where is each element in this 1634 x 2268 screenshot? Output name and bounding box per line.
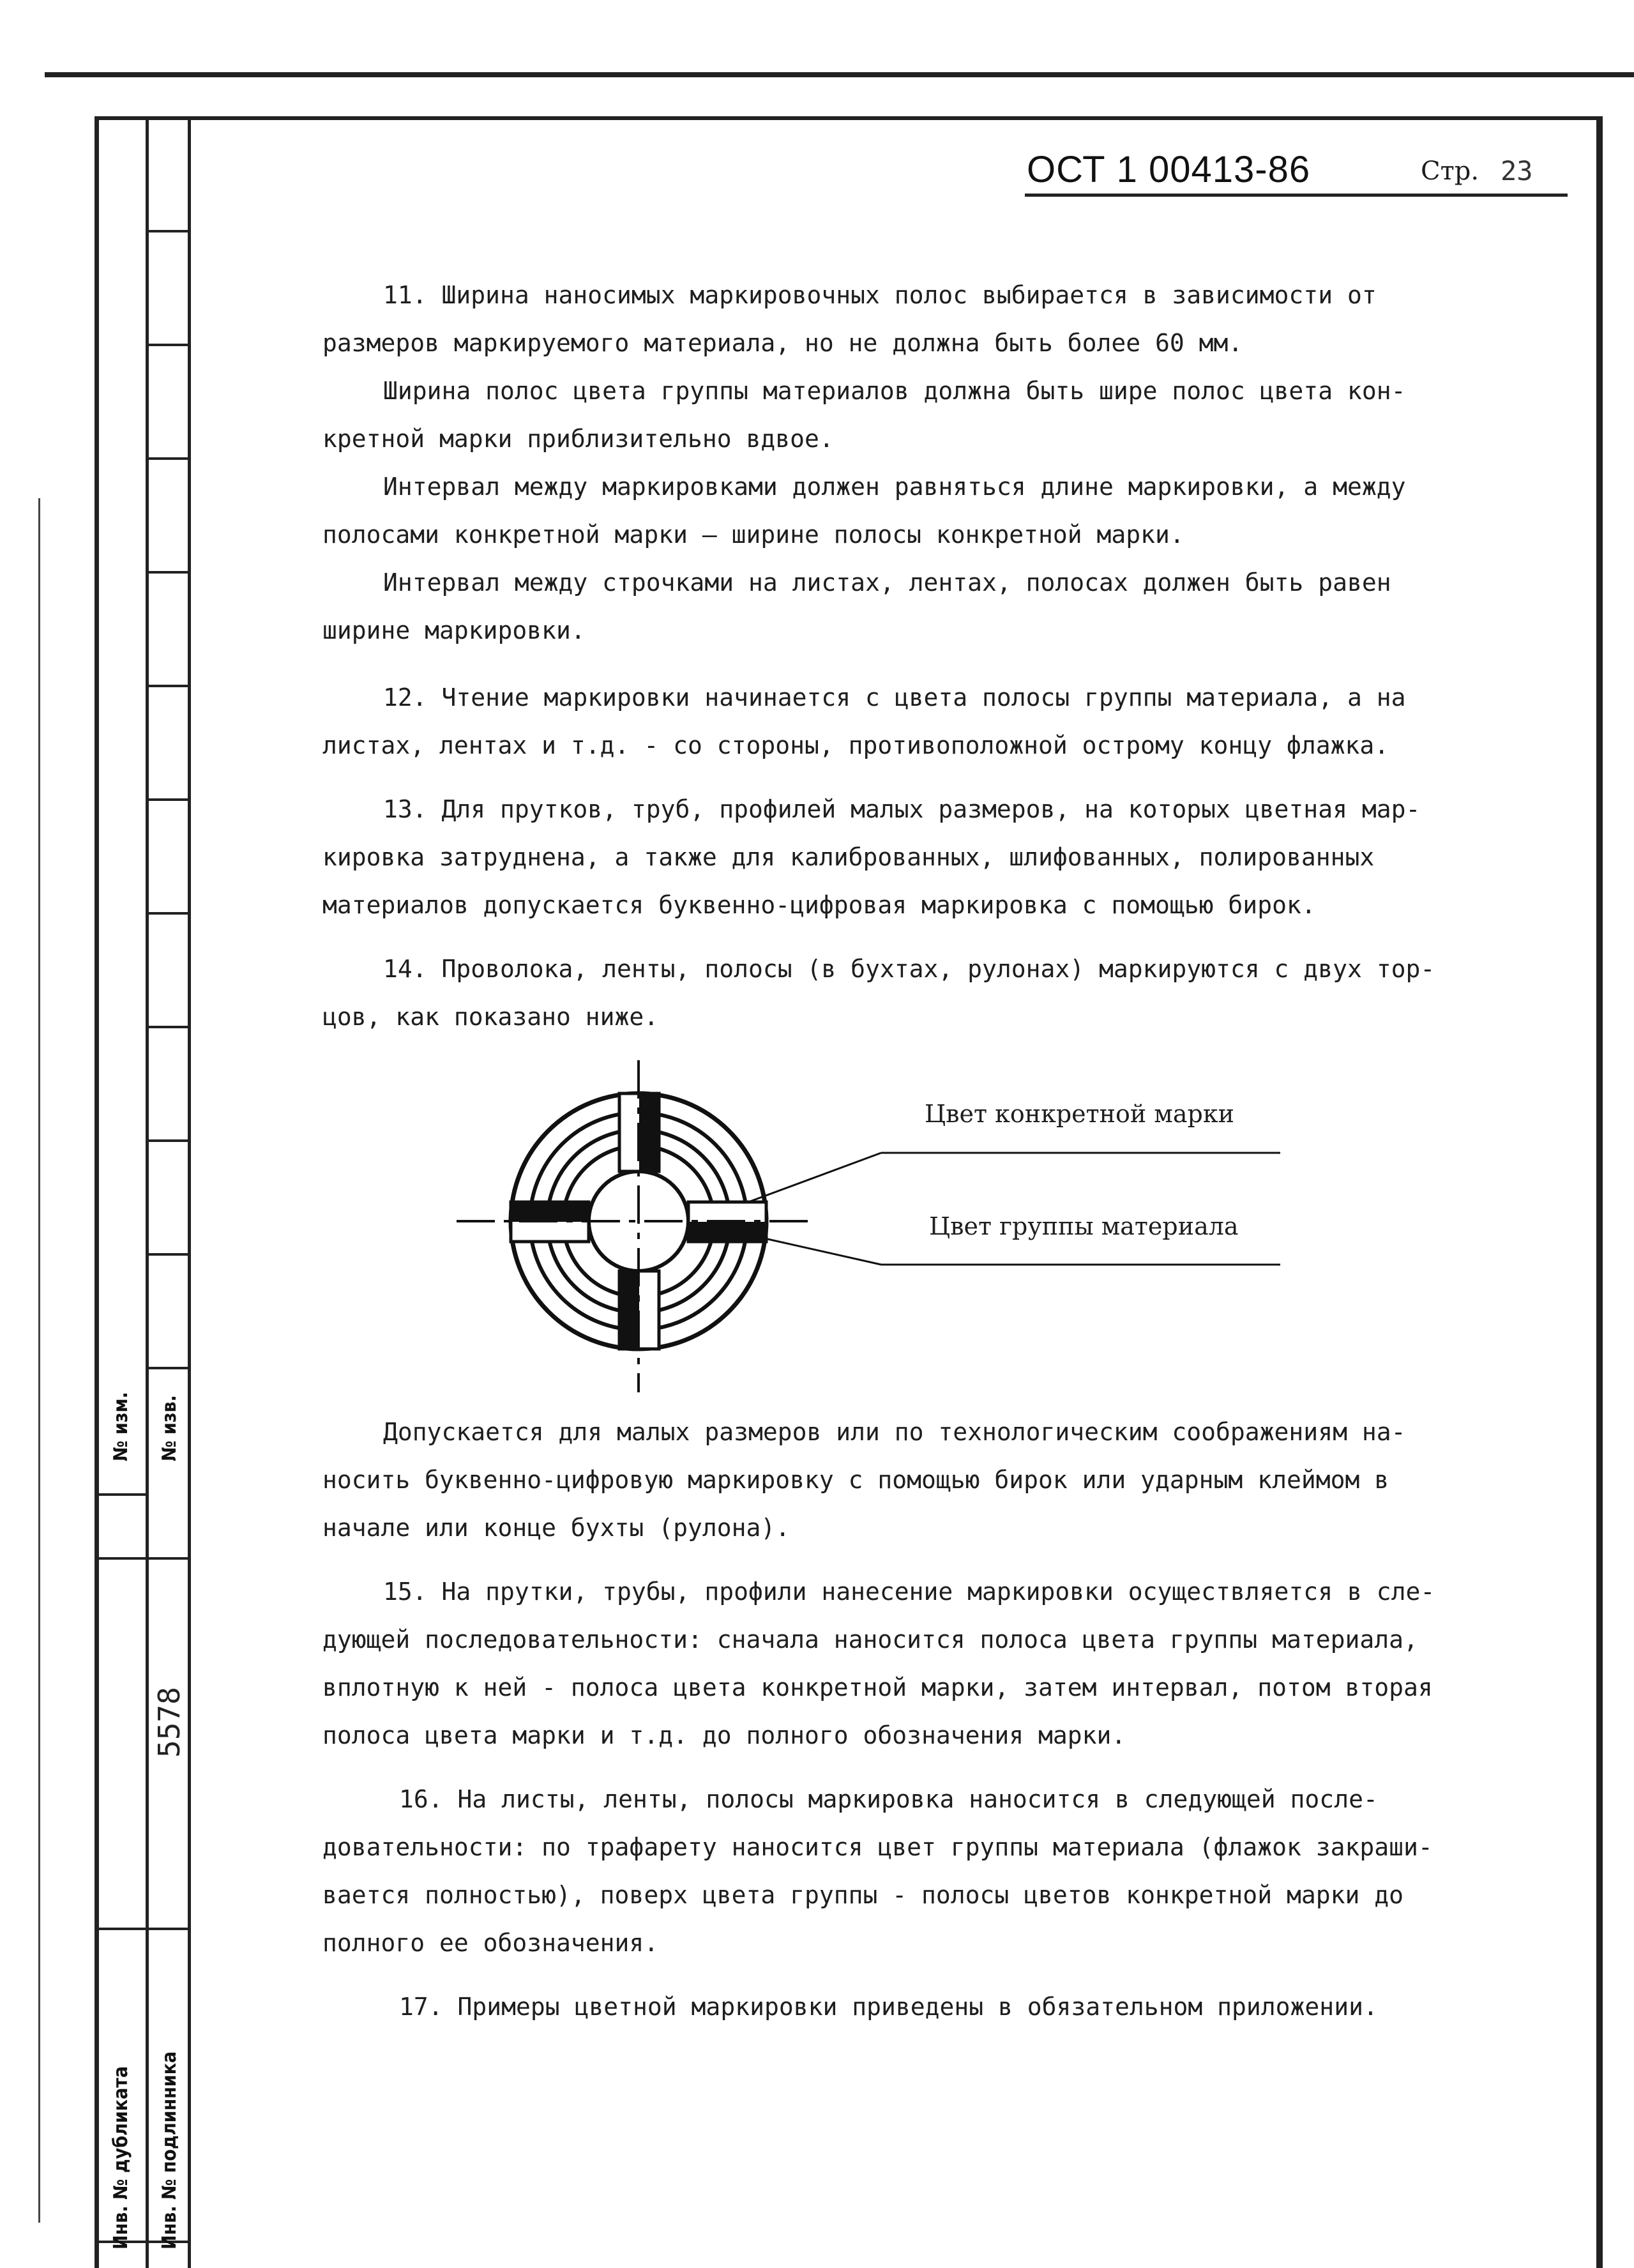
brand-color-strip-bottom	[619, 1271, 639, 1349]
page-number: 23	[1501, 155, 1533, 186]
group-color-label: Цвет группы материала	[929, 1212, 1239, 1240]
frame-left-border	[95, 116, 99, 2268]
text-line: 15. На прутки, трубы, профили нанесение маркировки осуществляется в сле-	[383, 1578, 1435, 1606]
side-strip-tick	[146, 1367, 191, 1369]
brand-color-strip-left	[511, 1202, 589, 1222]
side-strip-tick	[146, 1026, 191, 1028]
paragraph-11	[322, 271, 1491, 367]
side-strip-tick	[146, 344, 191, 346]
text-line: Интервал между строчками на листах, лентах, полосах должен быть равен	[383, 568, 1391, 597]
paragraph-width-ratio	[322, 367, 1491, 463]
document-code: ОСТ 1 00413-86	[1027, 149, 1311, 190]
text-line: листах, лентах и т.д. - со стороны, противоположной острому концу флажка.	[322, 731, 1389, 759]
side-strip-tick	[146, 1253, 191, 1256]
duplicate-inventory-label: Инв. № дубликата	[110, 2066, 132, 2249]
text-line: размеров маркируемого материала, но не должна быть более 60 мм.	[322, 329, 1243, 357]
text-line: носить буквенно-цифровую маркировку с помощью бирок или ударным клеймом в	[322, 1466, 1389, 1494]
original-inventory-number: 5578	[152, 1687, 186, 1758]
document-header	[1027, 148, 1310, 191]
text-line: вплотную к ней - полоса цвета конкретной марки, затем интервал, потом вторая	[322, 1673, 1433, 1701]
side-strip-tick	[146, 1139, 191, 1142]
text-line: полного ее обозначения.	[322, 1929, 659, 1957]
text-line: Интервал между маркировками должен равняться длине маркировки, а между	[383, 473, 1406, 501]
brand-color-strip-top	[639, 1093, 659, 1171]
paragraph-13	[322, 786, 1491, 929]
text-line: начале или конце бухты (рулона).	[322, 1514, 791, 1542]
side-strip-tick	[146, 798, 191, 801]
text-line: 14. Проволока, ленты, полосы (в бухтах, рулонах) маркируются с двух тор-	[383, 955, 1435, 983]
paragraph-line-interval	[322, 559, 1491, 655]
side-strip-tick	[146, 912, 191, 915]
side-strip-separator	[95, 1493, 146, 1496]
text-line: 16. На листы, ленты, полосы маркировка наносится в следующей после-	[399, 1785, 1378, 1813]
frame-top-border	[95, 116, 1601, 120]
top-rule	[45, 72, 1634, 77]
text-line: вается полностью), поверх цвета группы - полосы цветов конкретной марки до	[322, 1881, 1403, 1909]
text-line: Допускается для малых размеров или по технологическим соображениям на-	[383, 1418, 1406, 1446]
side-strip-separator	[95, 1557, 191, 1560]
text-line: кировка затруднена, а также для калиброванных, шлифованных, полированных	[322, 843, 1375, 871]
text-line: 13. Для прутков, труб, профилей малых размеров, на которых цветная мар-	[383, 795, 1421, 823]
paragraph-tags-allowed	[322, 1408, 1491, 1552]
side-strip-tick	[146, 457, 191, 460]
leader-line-group	[753, 1236, 881, 1265]
text-line: ширине маркировки.	[322, 616, 586, 644]
side-strip-tick	[146, 685, 191, 687]
header-underline	[1025, 194, 1568, 197]
paragraph-16	[322, 1776, 1491, 1967]
paragraph-interval	[322, 463, 1491, 559]
text-line: полосами конкретной марки – ширине полосы конкретной марки.	[322, 521, 1184, 549]
brand-color-label: Цвет конкретной марки	[925, 1100, 1234, 1128]
paragraph-15	[322, 1568, 1491, 1760]
side-strip-separator	[95, 1928, 191, 1930]
frame-right-border	[1596, 116, 1603, 2268]
brand-color-strip-right	[688, 1222, 766, 1242]
side-strip-tick	[146, 571, 191, 574]
text-line: цов, как показано ниже.	[322, 1003, 659, 1031]
paragraph-17	[322, 1983, 1491, 2031]
text-line: Ширина полос цвета группы материалов должна быть шире полос цвета кон-	[383, 377, 1406, 405]
paragraph-14	[322, 945, 1491, 1041]
coil-drawing	[457, 1060, 811, 1392]
side-strip-tick	[146, 230, 191, 232]
text-line: 11. Ширина наносимых маркировочных полос выбирается в зависимости от	[383, 281, 1377, 309]
side-strip-divider	[146, 116, 149, 2268]
text-line: 17. Примеры цветной маркировки приведены в обязательном приложении.	[399, 1993, 1378, 2021]
text-line: полоса цвета марки и т.д. до полного обозначения марки.	[322, 1721, 1126, 1749]
text-line: довательности: по трафарету наносится цвет группы материала (флажок закраши-	[322, 1833, 1433, 1861]
leader-line-brand	[748, 1153, 881, 1202]
text-line: материалов допускается буквенно-цифровая маркировка с помощью бирок.	[322, 891, 1316, 919]
change-number-label: № изм.	[110, 1392, 132, 1461]
text-line: кретной марки приблизительно вдвое.	[322, 425, 834, 453]
notice-number-label: № изв.	[158, 1395, 181, 1461]
paragraph-12	[322, 674, 1491, 770]
page-label: Стр.	[1421, 156, 1479, 186]
side-strip-divider	[188, 116, 191, 2268]
original-inventory-label: Инв. № подлинника	[158, 2051, 181, 2249]
text-line: 12. Чтение маркировки начинается с цвета полосы группы материала, а на	[383, 683, 1406, 712]
text-line: дующей последовательности: сначала наносится полоса цвета группы материала,	[322, 1625, 1418, 1654]
binding-margin-mark	[38, 498, 40, 2223]
